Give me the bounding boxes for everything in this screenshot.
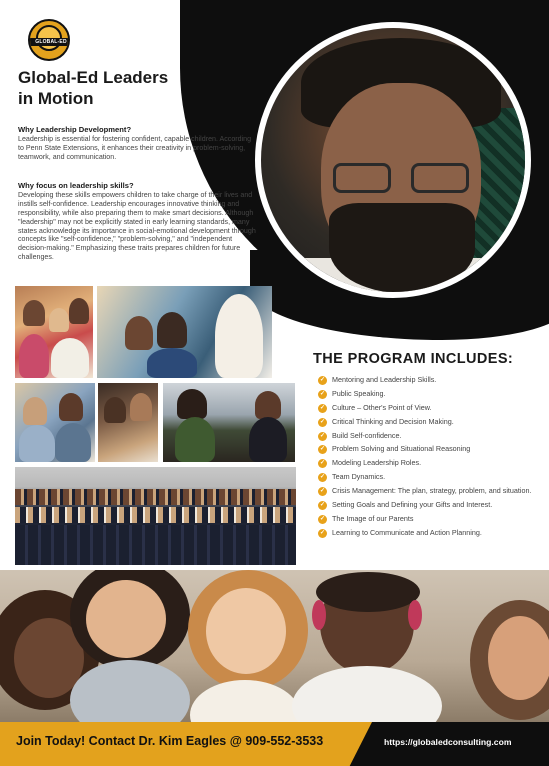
list-item (318, 529, 538, 538)
program-title: THE PROGRAM INCLUDES: (313, 351, 514, 367)
section-question: Why focus on leadership skills? (18, 181, 134, 190)
list-item-label: Mentoring and Leadership Skills. (332, 375, 437, 384)
list-item (318, 432, 538, 441)
list-item (318, 376, 538, 385)
list-item (318, 404, 538, 413)
list-item-label: Public Speaking. (332, 388, 386, 398)
title-line-1: Global-Ed Leaders (18, 68, 169, 87)
logo-text: GLOBAL-ED (30, 38, 70, 46)
list-item-label: The Image of our Parents (332, 513, 414, 523)
list-item (318, 515, 538, 524)
list-item-label: Culture – Other's Point of View. (332, 402, 432, 412)
program-list (318, 376, 538, 543)
photo-two-girls (98, 383, 158, 462)
list-item-label: Problem Solving and Situational Reasoning (332, 444, 471, 454)
check-icon: ✓ (319, 390, 326, 397)
section-leadership-skills (18, 182, 258, 262)
section-leadership-development (18, 126, 258, 162)
check-icon: ✓ (319, 529, 326, 536)
photo-students-group (15, 286, 93, 378)
portrait-photo (255, 22, 531, 298)
footer-bar (0, 722, 549, 766)
list-item-label: Team Dynamics. (332, 472, 386, 482)
list-item-label: Setting Goals and Defining your Gifts and Interest. (332, 500, 493, 510)
list-item (318, 473, 538, 482)
website-link[interactable]: https://globaledconsulting.com (384, 737, 512, 747)
page-title (18, 67, 218, 109)
check-icon: ✓ (319, 432, 326, 439)
list-item-label: Learning to Communicate and Action Planning. (332, 527, 482, 537)
check-icon: ✓ (319, 502, 326, 509)
list-item-label: Critical Thinking and Decision Making. (332, 416, 454, 426)
check-icon: ✓ (319, 474, 326, 481)
section-question: Why Leadership Development? (18, 125, 132, 134)
check-icon: ✓ (319, 404, 326, 411)
check-icon: ✓ (319, 377, 326, 383)
check-icon: ✓ (319, 515, 326, 522)
brand-logo (28, 19, 70, 61)
glasses-right-lens (411, 163, 469, 193)
list-item-label: Build Self-confidence. (332, 430, 402, 440)
photo-smiling-teens (0, 570, 549, 722)
photo-classroom-high-five (97, 286, 272, 378)
list-item (318, 445, 538, 454)
check-icon: ✓ (319, 488, 326, 495)
list-item (318, 390, 538, 399)
section-body: Developing these skills empowers children to take charge of their lives and instills self-confidence. Leadership encourages innovative thinking and responsibility, while also preparing them to make smart decisions. Although "leadership" may not be explicitly stated in early learning standards, many states acknowledge its importance in social-emotional development through concepts like "self-confidence," "problem-solving," and "independent decision-making." Emphasizing these traits prepares children for future challenges. (18, 190, 256, 262)
contact-cta: Join Today! Contact Dr. Kim Eagles @ 909-552-3533 (16, 734, 324, 748)
check-icon: ✓ (319, 460, 326, 467)
photo-uniform-group (15, 467, 296, 565)
title-line-2: in Motion (18, 89, 94, 108)
photo-mentoring-desk (15, 383, 95, 462)
list-item (318, 418, 538, 427)
list-item (318, 487, 538, 496)
check-icon: ✓ (319, 446, 326, 453)
list-item (318, 459, 538, 468)
check-icon: ✓ (319, 418, 326, 425)
photo-outdoor-talk (163, 383, 295, 462)
list-item-label: Crisis Management: The plan, strategy, problem, and situation. (332, 486, 532, 496)
beard-shape (329, 203, 475, 293)
list-item-label: Modeling Leadership Roles. (332, 458, 422, 468)
list-item (318, 501, 538, 510)
glasses-left-lens (333, 163, 391, 193)
section-body: Leadership is essential for fostering confident, capable children. According to Penn State Extensions, it enhances their creativity in problem-solving, teamwork, and communication. (18, 134, 252, 161)
